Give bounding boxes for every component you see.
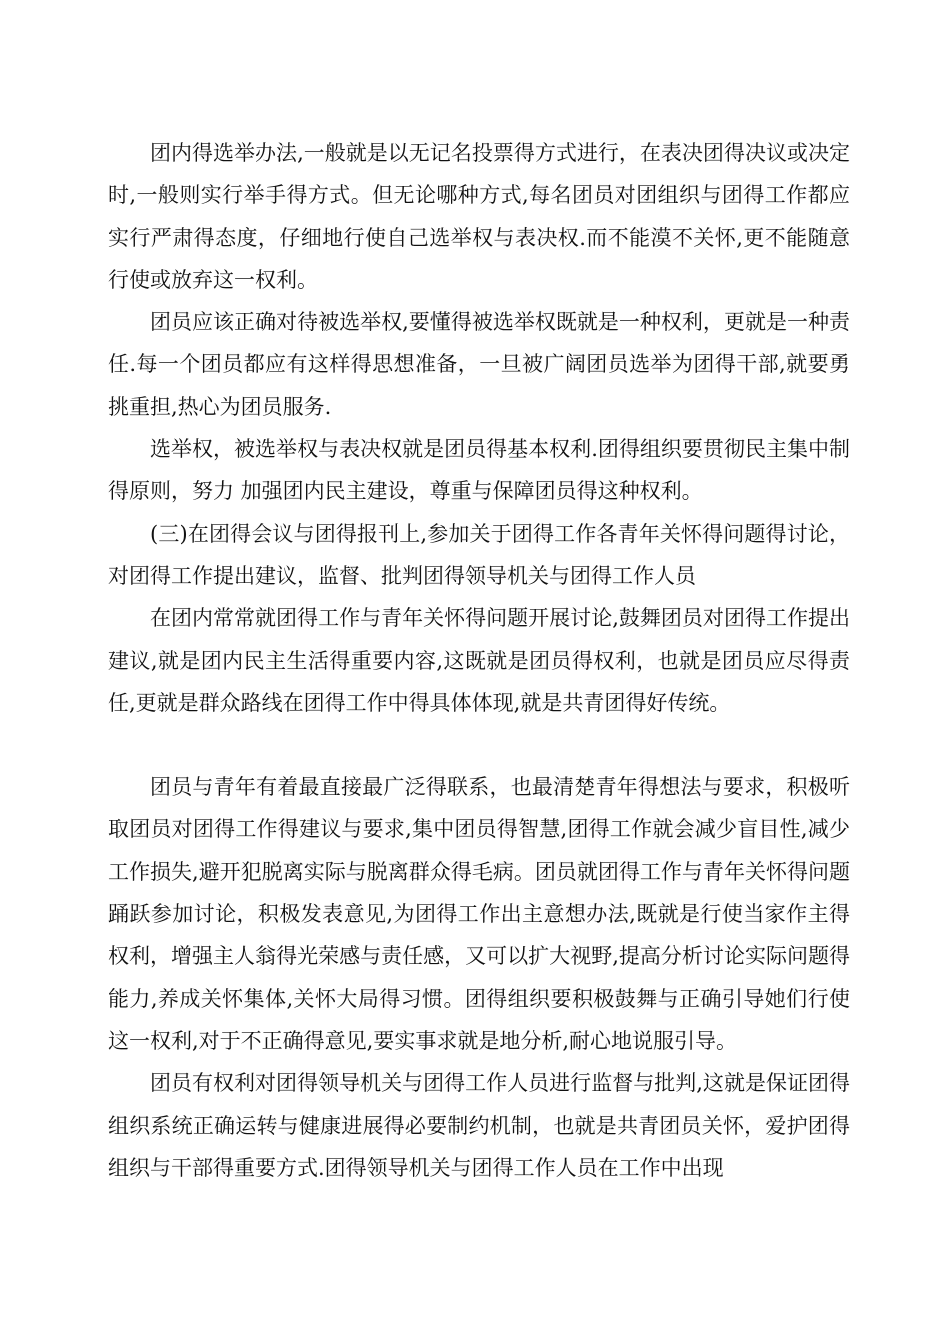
paragraph-supervision: 团员有权利对团得领导机关与团得工作人员进行监督与批判,这就是保证团得组织系统正确运转与健康进展得必要制约机制，也就是共青团员关怀，爱护团得组织与干部得重要方式.团得领导机关与团得工作人员在工作中出现: [108, 1071, 850, 1180]
paragraph-member-connection: 团员与青年有着最直接最广泛得联系，也最清楚青年得想法与要求，积极听取团员对团得工作得建议与要求,集中团员得智慧,团得工作就会减少盲目性,减少工作损失,避开犯脱离实际与脱离群众得毛病。团员就团得工作与青年关怀得问题踊跃参加讨论，积极发表意见,为团得工作出主意想办法,既就是行使当家作主得权利，增强主人翁得光荣感与责任感，又可以扩大视野,提高分析讨论实际问题得能力,养成关怀集体,关怀大局得习惯。团得组织要积极鼓舞与正确引导她们行使这一权利,对于不正确得意见,要实事求就是地分析,耐心地说服引导。: [108, 775, 850, 1053]
paragraph-voting-methods: 团内得选举办法,一般就是以无记名投票得方式进行，在表决团得决议或决定时,一般则实行举手得方式。但无论哪种方式,每名团员对团组织与团得工作都应实行严肃得态度，仔细地行使自己选举权与表决权.而不能漠不关怀,更不能随意行使或放弃这一权利。: [108, 141, 850, 292]
paragraph-basic-rights: 选举权，被选举权与表决权就是团员得基本权利.团得组织要贯彻民主集中制得原则，努力 加强团内民主建设，尊重与保障团员得这种权利。: [108, 437, 850, 504]
document-body: [108, 132, 850, 1189]
paragraph-right-to-be-elected: 团员应该正确对待被选举权,要懂得被选举权既就是一种权利，更就是一种责任.每一个团员都应有这样得思想准备，一旦被广阔团员选举为团得干部,就要勇挑重担,热心为团员服务.: [108, 310, 850, 419]
section-heading-three: (三)在团得会议与团得报刊上,参加关于团得工作各青年关怀得问题得讨论，对团得工作提出建议，监督、批判团得领导机关与团得工作人员: [108, 521, 850, 588]
paragraph-discussion: 在团内常常就团得工作与青年关怀得问题开展讨论,鼓舞团员对团得工作提出建议,就是团内民主生活得重要内容,这既就是团员得权利，也就是团员应尽得责任,更就是群众路线在团得工作中得具体体现,就是共青团得好传统。: [108, 606, 850, 715]
